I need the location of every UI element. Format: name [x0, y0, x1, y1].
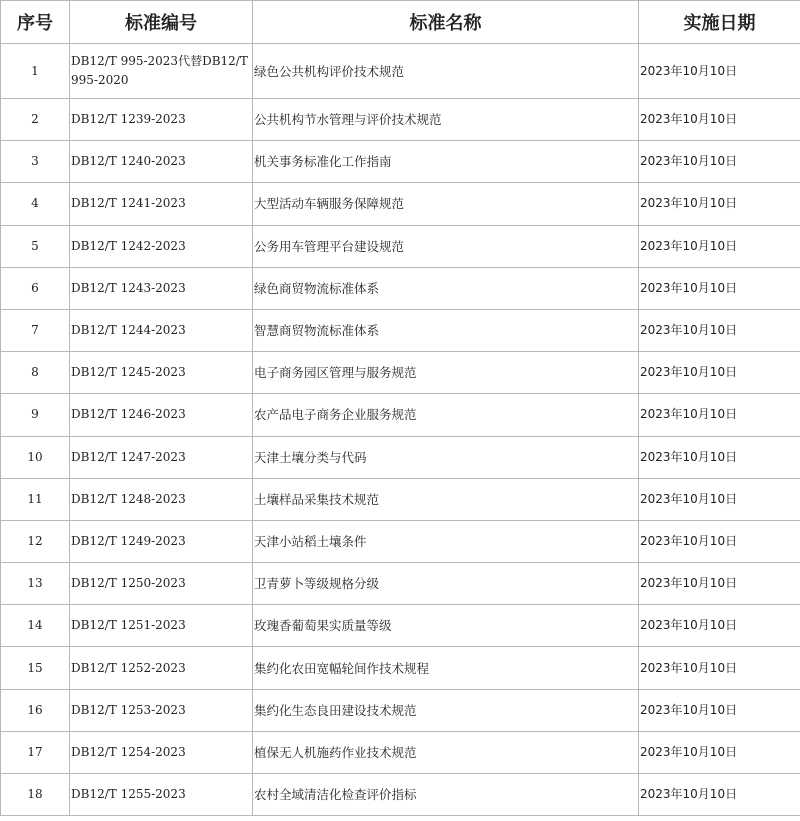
header-date: 实施日期 [639, 1, 800, 44]
row-name: 玫瑰香葡萄果实质量等级 [253, 605, 639, 647]
table-row [1, 774, 800, 816]
row-date: 2023年10月10日 [639, 563, 800, 605]
row-index: 15 [1, 647, 70, 689]
row-index: 13 [1, 563, 70, 605]
row-code: DB12/T 1242-2023 [70, 225, 253, 267]
row-date: 2023年10月10日 [639, 689, 800, 731]
table-row [1, 647, 800, 689]
row-date: 2023年10月10日 [639, 352, 800, 394]
row-name: 卫青萝卜等级规格分级 [253, 563, 639, 605]
row-code: DB12/T 1252-2023 [70, 647, 253, 689]
row-name: 大型活动车辆服务保障规范 [253, 183, 639, 225]
row-name: 天津土壤分类与代码 [253, 436, 639, 478]
row-code: DB12/T 995-2023代替DB12/T 995-2020 [70, 44, 253, 99]
row-name: 公共机构节水管理与评价技术规范 [253, 99, 639, 141]
table-row [1, 478, 800, 520]
table-row [1, 225, 800, 267]
row-index: 3 [1, 141, 70, 183]
table-row [1, 44, 800, 99]
row-date: 2023年10月10日 [639, 183, 800, 225]
table-row [1, 520, 800, 562]
row-index: 1 [1, 44, 70, 99]
header-index: 序号 [1, 1, 70, 44]
row-code: DB12/T 1239-2023 [70, 99, 253, 141]
row-name: 农村全域清洁化检查评价指标 [253, 774, 639, 816]
row-date: 2023年10月10日 [639, 436, 800, 478]
row-name: 智慧商贸物流标准体系 [253, 309, 639, 351]
row-date: 2023年10月10日 [639, 309, 800, 351]
row-index: 9 [1, 394, 70, 436]
row-code: DB12/T 1255-2023 [70, 774, 253, 816]
table-row [1, 99, 800, 141]
row-index: 16 [1, 689, 70, 731]
row-name: 电子商务园区管理与服务规范 [253, 352, 639, 394]
row-date: 2023年10月10日 [639, 520, 800, 562]
row-date: 2023年10月10日 [639, 394, 800, 436]
row-date: 2023年10月10日 [639, 478, 800, 520]
row-name: 天津小站稻土壤条件 [253, 520, 639, 562]
row-index: 2 [1, 99, 70, 141]
row-code: DB12/T 1246-2023 [70, 394, 253, 436]
row-index: 8 [1, 352, 70, 394]
table-row [1, 183, 800, 225]
row-date: 2023年10月10日 [639, 731, 800, 773]
row-name: 集约化生态良田建设技术规范 [253, 689, 639, 731]
table-row [1, 309, 800, 351]
table-row [1, 731, 800, 773]
header-code: 标准编号 [70, 1, 253, 44]
row-date: 2023年10月10日 [639, 647, 800, 689]
table-row [1, 352, 800, 394]
table-row [1, 689, 800, 731]
table-row [1, 267, 800, 309]
row-date: 2023年10月10日 [639, 44, 800, 99]
table-row [1, 563, 800, 605]
row-name: 机关事务标准化工作指南 [253, 141, 639, 183]
row-name: 农产品电子商务企业服务规范 [253, 394, 639, 436]
row-code: DB12/T 1247-2023 [70, 436, 253, 478]
row-date: 2023年10月10日 [639, 99, 800, 141]
row-name: 土壤样品采集技术规范 [253, 478, 639, 520]
row-name: 绿色商贸物流标准体系 [253, 267, 639, 309]
table-row [1, 394, 800, 436]
row-code: DB12/T 1243-2023 [70, 267, 253, 309]
table-row [1, 141, 800, 183]
row-date: 2023年10月10日 [639, 141, 800, 183]
row-code: DB12/T 1254-2023 [70, 731, 253, 773]
row-date: 2023年10月10日 [639, 774, 800, 816]
row-code: DB12/T 1240-2023 [70, 141, 253, 183]
row-code: DB12/T 1253-2023 [70, 689, 253, 731]
row-name: 植保无人机施药作业技术规范 [253, 731, 639, 773]
row-date: 2023年10月10日 [639, 267, 800, 309]
row-name: 绿色公共机构评价技术规范 [253, 44, 639, 99]
row-code: DB12/T 1244-2023 [70, 309, 253, 351]
row-index: 10 [1, 436, 70, 478]
row-index: 11 [1, 478, 70, 520]
row-date: 2023年10月10日 [639, 605, 800, 647]
table-row [1, 605, 800, 647]
row-index: 18 [1, 774, 70, 816]
row-index: 4 [1, 183, 70, 225]
row-date: 2023年10月10日 [639, 225, 800, 267]
row-code: DB12/T 1241-2023 [70, 183, 253, 225]
row-name: 集约化农田宽幅轮间作技术规程 [253, 647, 639, 689]
row-name: 公务用车管理平台建设规范 [253, 225, 639, 267]
row-index: 17 [1, 731, 70, 773]
header-name: 标准名称 [253, 1, 639, 44]
row-index: 7 [1, 309, 70, 351]
row-index: 5 [1, 225, 70, 267]
row-code: DB12/T 1251-2023 [70, 605, 253, 647]
header-row [1, 1, 800, 44]
row-index: 14 [1, 605, 70, 647]
row-code: DB12/T 1250-2023 [70, 563, 253, 605]
row-index: 12 [1, 520, 70, 562]
row-index: 6 [1, 267, 70, 309]
row-code: DB12/T 1249-2023 [70, 520, 253, 562]
row-code: DB12/T 1245-2023 [70, 352, 253, 394]
row-code: DB12/T 1248-2023 [70, 478, 253, 520]
table-row [1, 436, 800, 478]
